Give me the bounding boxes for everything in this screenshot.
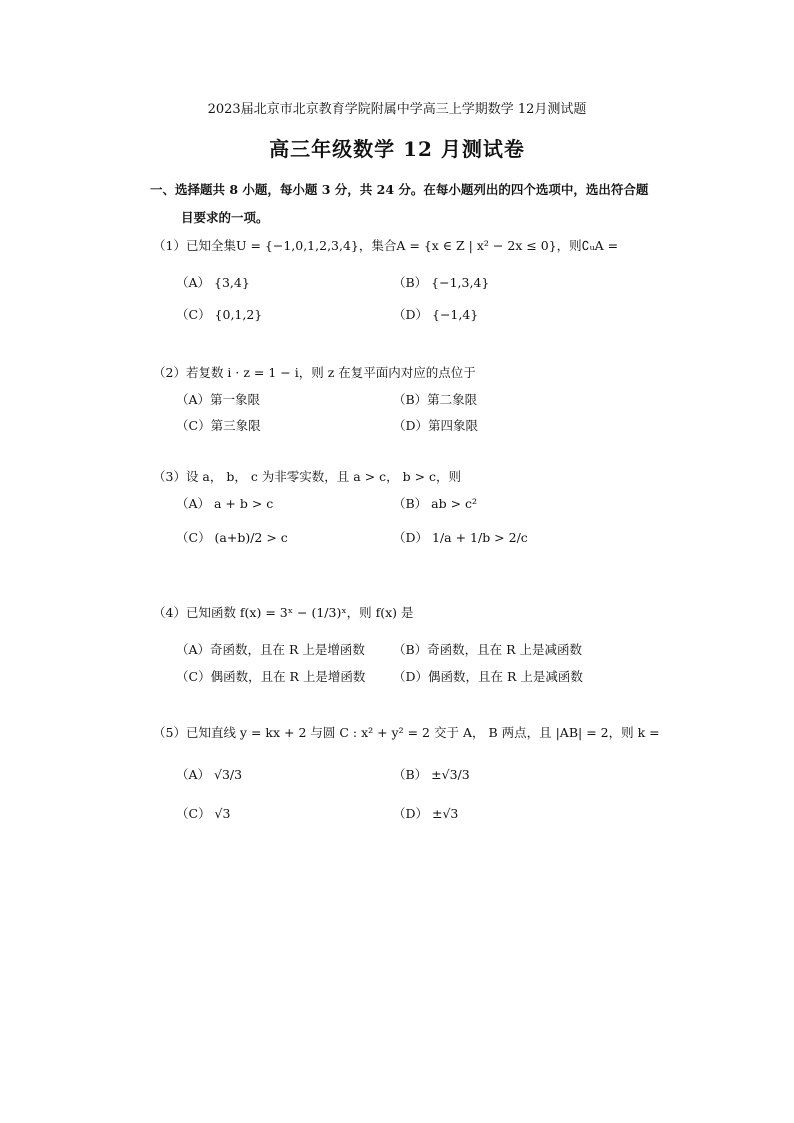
question-4-option-c: （C）偶函数，且在 R 上是增函数 [176, 669, 366, 684]
question-1-option-b: （B） {−1,3,4} [393, 275, 490, 290]
question-3-option-a: （A） a + b > c [176, 496, 274, 511]
question-2-option-b: （B）第二象限 [393, 392, 478, 407]
question-5-option-c: （C） √3 [176, 806, 231, 821]
section-heading-line2: 目要求的一项。 [181, 210, 269, 225]
question-3-stem: （3）设 a， b， c 为非零实数，且 a > c， b > c，则 [153, 469, 462, 484]
question-4-option-b: （B）奇函数，且在 R 上是减函数 [393, 642, 583, 657]
question-3-option-c: （C） (a+b)/2 > c [176, 530, 288, 545]
question-4-option-d: （D）偶函数，且在 R 上是减函数 [393, 669, 583, 684]
question-1-stem: （1）已知全集U = {−1,0,1,2,3,4}，集合A = {x ∈ Z | x² − 2x ≤ 0}，则∁ᵤA = [153, 238, 619, 253]
question-3-option-d: （D） 1/a + 1/b > 2/c [393, 530, 528, 545]
question-2-option-d: （D）第四象限 [393, 418, 479, 433]
question-1-option-a: （A） {3,4} [176, 275, 250, 290]
question-2-option-a: （A）第一象限 [176, 392, 261, 407]
question-4-option-a: （A）奇函数，且在 R 上是增函数 [176, 642, 365, 657]
question-5-option-a: （A） √3/3 [176, 767, 243, 782]
question-4-stem: （4）已知函数 f(x) = 3ˣ − (1/3)ˣ，则 f(x) 是 [153, 605, 414, 620]
question-3-option-b: （B） ab > c² [393, 496, 478, 511]
section-heading-line1: 一、选择题共 8 小题，每小题 3 分，共 24 分。在每小题列出的四个选项中，选出符合题 [150, 182, 649, 197]
question-5-stem: （5）已知直线 y = kx + 2 与圆 C : x² + y² = 2 交于 A， B 两点，且 |AB| = 2，则 k = [153, 725, 660, 740]
question-5-option-b: （B） ±√3/3 [393, 767, 470, 782]
question-5-option-d: （D） ±√3 [393, 806, 459, 821]
section-heading [150, 176, 670, 232]
question-1-option-d: （D） {−1,4} [393, 307, 479, 322]
question-2-stem: （2）若复数 i · z = 1 − i，则 z 在复平面内对应的点位于 [153, 365, 476, 380]
header-title: 2023届北京市北京教育学院附属中学高三上学期数学 12月测试题 [207, 102, 587, 117]
question-1-option-c: （C） {0,1,2} [176, 307, 263, 322]
question-2-option-c: （C）第三象限 [176, 418, 261, 433]
paper-title: 高三年级数学 12 月测试卷 [269, 137, 525, 161]
